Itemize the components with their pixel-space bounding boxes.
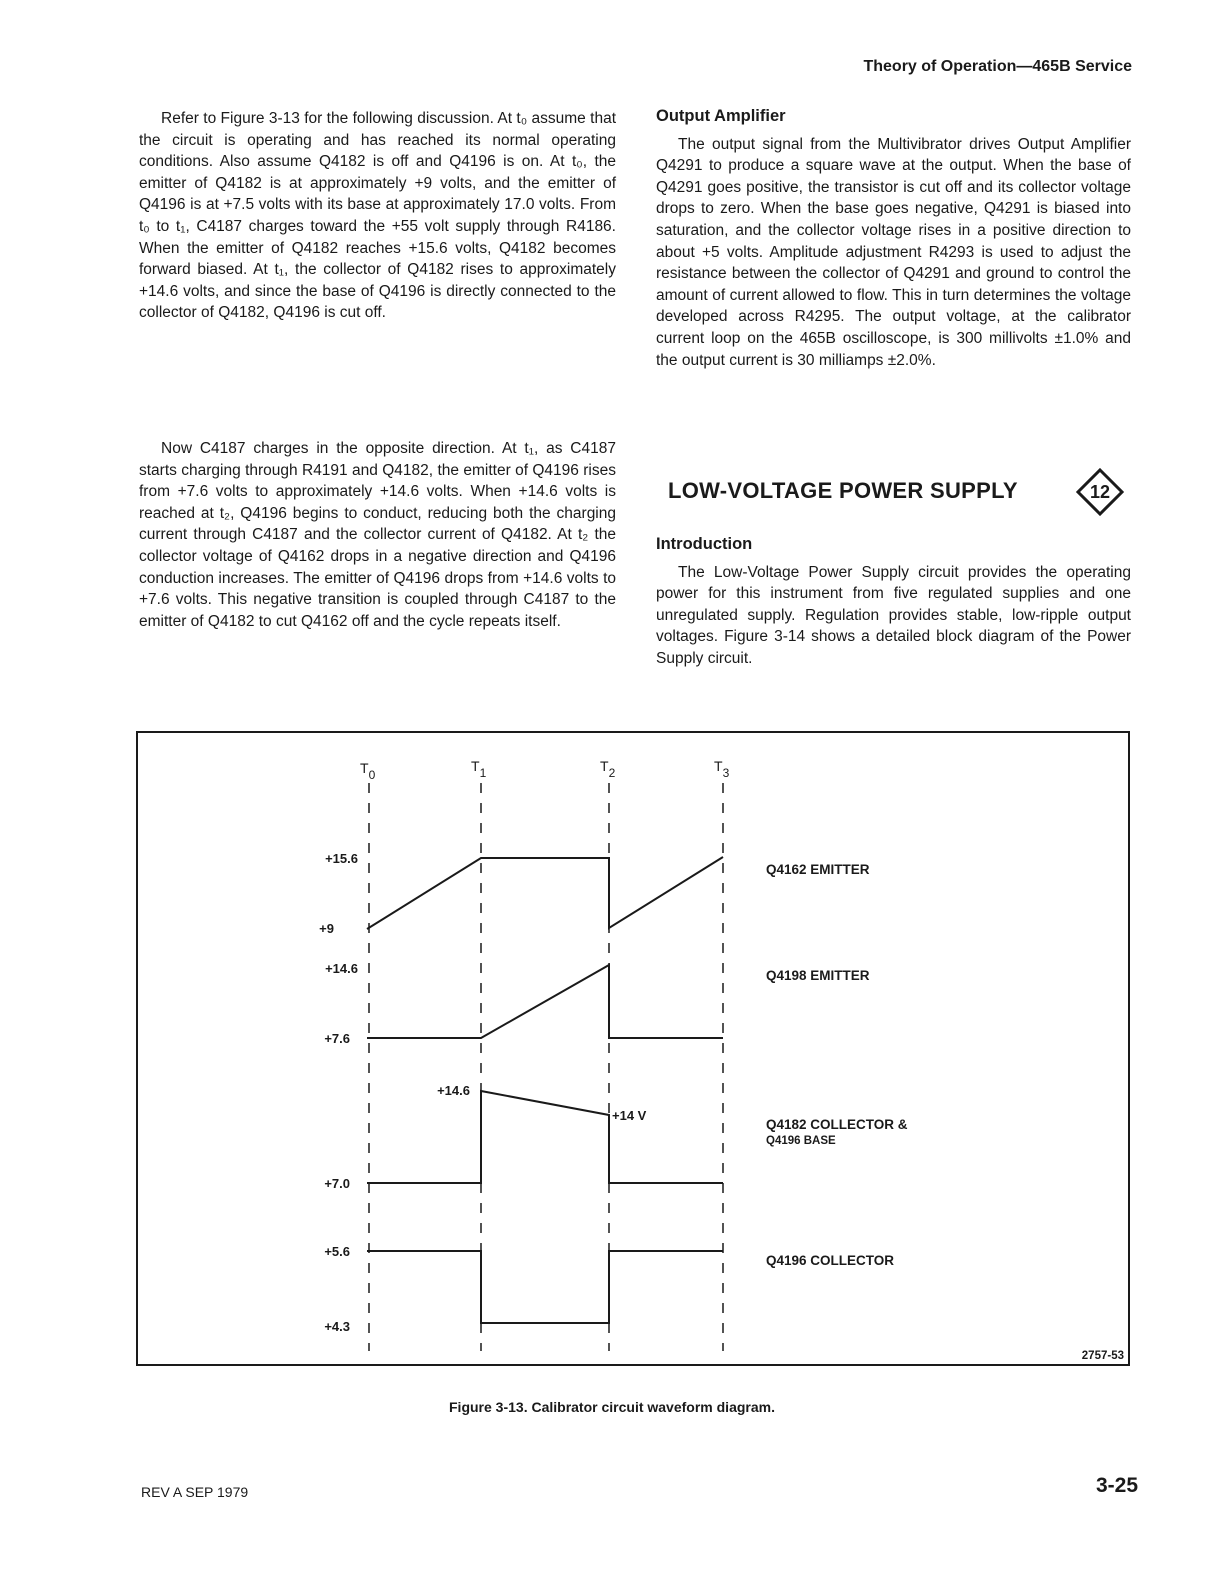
- introduction-heading: Introduction: [656, 535, 753, 553]
- trace-q4196-collector: [367, 1251, 723, 1323]
- voltage-label-7-0: +7.0: [324, 1176, 350, 1191]
- time-marker-t2: T2: [600, 758, 616, 780]
- voltage-label-14v: +14 V: [612, 1108, 647, 1123]
- right-column-upper: [656, 106, 1131, 371]
- paragraph-introduction: The Low-Voltage Power Supply circuit provides the operating power for this instrument from five regulated supplies and one unregulated supply. Regulation provides stable, low-ripple output voltages. Figure 3-14 shows a detailed block diagram of the Power Supply circuit.: [656, 563, 1131, 667]
- time-marker-t0: T0: [360, 760, 376, 782]
- trace-q4182-collector: [367, 1091, 723, 1183]
- left-column-upper: [139, 108, 616, 324]
- page-number: 3-25: [1095, 1474, 1138, 1497]
- trace-label-q4196-base: Q4196 BASE: [766, 1135, 836, 1147]
- figure-caption: Figure 3-13. Calibrator circuit waveform diagram.: [449, 1399, 775, 1415]
- trace-q4198-emitter: [367, 965, 723, 1038]
- time-reference-lines: [369, 783, 723, 1351]
- section-title: LOW-VOLTAGE POWER SUPPLY: [668, 478, 1018, 503]
- output-amplifier-heading: Output Amplifier: [656, 107, 786, 125]
- waveform-diagram: [138, 733, 1132, 1368]
- figure-number: 2757-53: [1081, 1350, 1124, 1362]
- voltage-label-4-3: +4.3: [324, 1319, 350, 1334]
- voltage-label-14-6-b: +14.6: [437, 1083, 470, 1098]
- diagram-number-label: 12: [1089, 481, 1111, 502]
- voltage-label-5-6: +5.6: [324, 1244, 350, 1259]
- paragraph-output-amplifier: The output signal from the Multivibrator drives Output Amplifier Q4291 to produce a square wave at the output. When the base of Q4291 goes positive, the transistor is cut off and its collector voltage drops to zero. When the base goes negative, Q4291 is biased into saturation, and the collector voltage rises in a positive direction to about +5 volts. Amplitude adjustment R4293 is used to adjust the resistance between the collector of Q4291 and ground to control the amount of current allowed to flow. This in turn determines the voltage developed across R4295. The output voltage, at the calibrator current loop on the 465B oscilloscope, is 300 millivolts ±1.0% and the output current is 30 milliamps ±2.0%.: [656, 135, 1131, 369]
- trace-q4162-emitter: [367, 857, 723, 929]
- voltage-label-7-6: +7.6: [324, 1031, 350, 1046]
- waveform-figure: [136, 731, 1130, 1366]
- time-marker-t3: T3: [714, 758, 730, 780]
- right-column-lower: [656, 534, 1131, 670]
- trace-label-q4198-emitter: Q4198 EMITTER: [766, 968, 870, 983]
- trace-label-q4196-collector: Q4196 COLLECTOR: [766, 1253, 895, 1268]
- voltage-label-15-6: +15.6: [325, 851, 358, 866]
- voltage-label-9: +9: [319, 921, 334, 936]
- voltage-label-14-6-a: +14.6: [325, 961, 358, 976]
- paragraph-multivibrator-2: Now C4187 charges in the opposite direction. At t₁, as C4187 starts charging through R4191 and Q4182, the emitter of Q4196 rises from +7.6 volts to approximately +14.6 volts. When +14.6 volts is reached at t₂, Q4196 begins to conduct, reducing both the charging current through C4187 and the collector current of Q4182. At t₂ the collector voltage of Q4162 drops in a negative direction and Q4196 conduction increases. The emitter of Q4196 drops from +14.6 volts to +7.6 volts. This negative transition is coupled through C4187 to the emitter of Q4182 to cut Q4162 off and the cycle repeats itself.: [139, 440, 616, 630]
- left-column-lower: [139, 438, 616, 632]
- trace-label-q4182-collector: Q4182 COLLECTOR &: [766, 1117, 908, 1132]
- time-marker-t1: T1: [471, 758, 487, 780]
- trace-label-q4162-emitter: Q4162 EMITTER: [766, 862, 870, 877]
- paragraph-multivibrator-1: Refer to Figure 3-13 for the following discussion. At t₀ assume that the circuit is operating and has reached its normal operating conditions. Also assume Q4182 is off and Q4196 is on. At t₀, the emitter of Q4182 is at approximately +9 volts, and the emitter of Q4196 is at +7.5 volts with its base at approximately 17.0 volts. From t₀ to t₁, C4187 charges toward the +55 volt supply through R4186. When the emitter of Q4182 reaches +15.6 volts, Q4182 becomes forward biased. At t₁, the collector of Q4182 rises to approximately +14.6 volts, and since the base of Q4196 is directly connected to the collector of Q4182, Q4196 is cut off.: [139, 110, 616, 322]
- running-head: Theory of Operation—465B Service: [863, 58, 1132, 75]
- diagram-number-diamond: [1076, 468, 1124, 516]
- revision-date: REV A SEP 1979: [141, 1484, 249, 1500]
